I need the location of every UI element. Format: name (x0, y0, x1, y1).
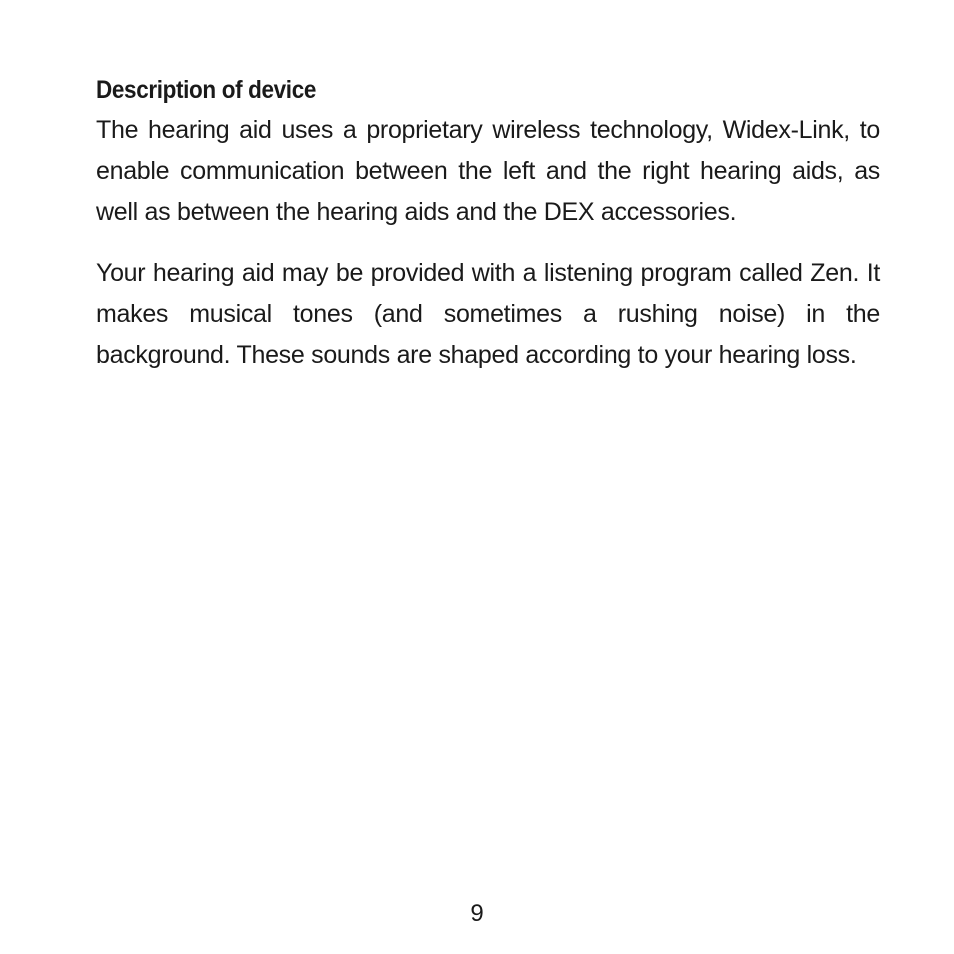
paragraph-zen-program: Your hearing aid may be provided with a listening program called Zen. It makes musical tones (and sometimes a rushing noise) in the background. These sounds are shaped according to your hearing loss. (96, 259, 880, 369)
document-page (96, 70, 880, 376)
page-number: 9 (470, 900, 484, 927)
paragraph-widex-link: The hearing aid uses a proprietary wireless technology, Widex-Link, to enable communication between the left and the right hearing aids, as well as between the hearing aids and the DEX accessories. (96, 116, 880, 226)
section-heading: Description of device (96, 76, 317, 104)
